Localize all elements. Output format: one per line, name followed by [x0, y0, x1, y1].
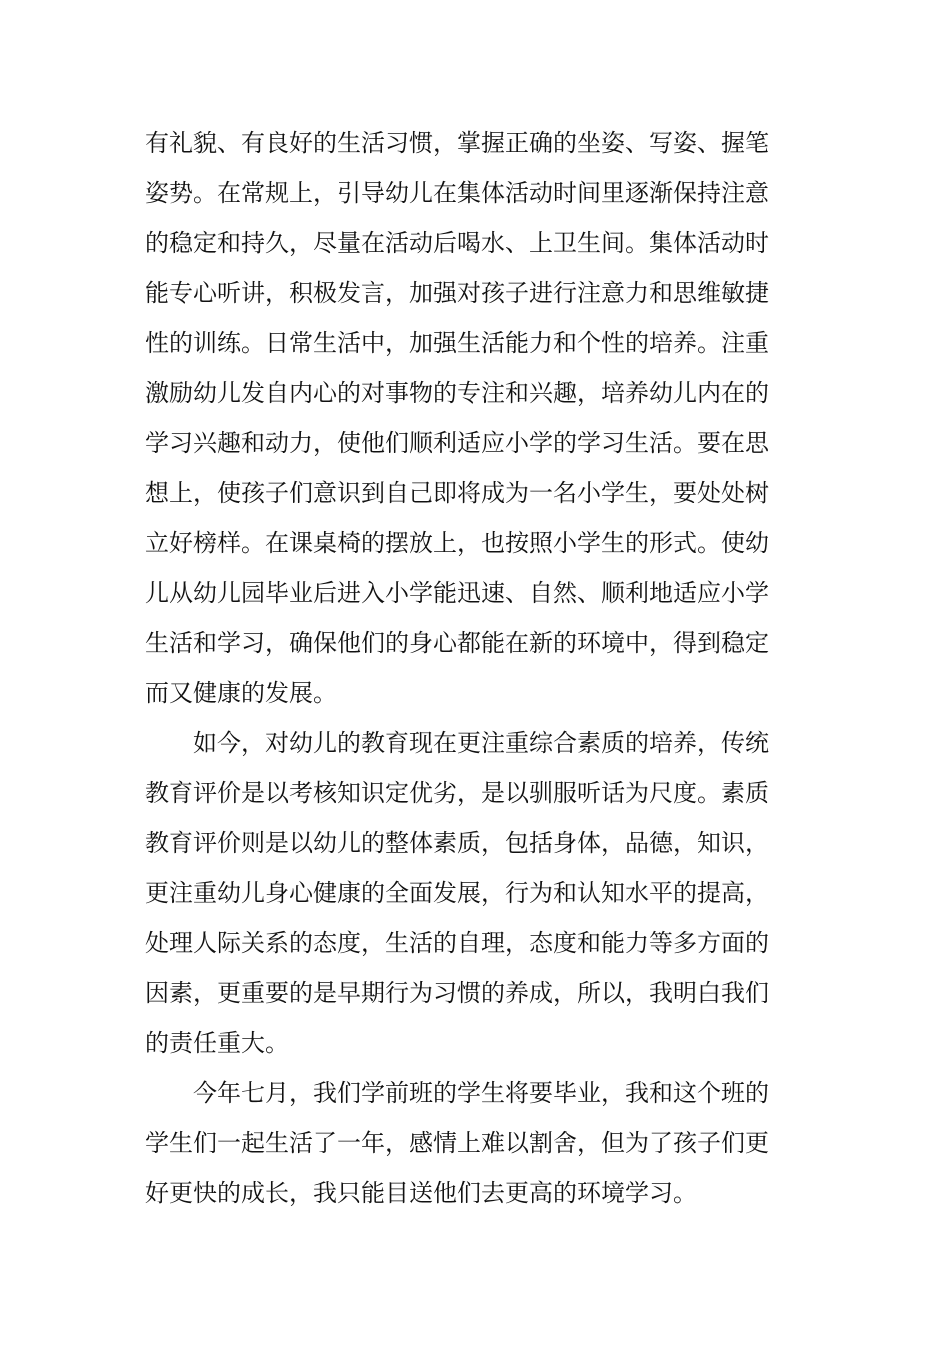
text-line: 更注重幼儿身心健康的全面发展，行为和认知水平的提高， [145, 879, 769, 907]
text-line: 的责任重大。 [145, 1029, 289, 1057]
text-line: 性的训练。日常生活中，加强生活能力和个性的培养。注重 [145, 329, 769, 357]
text-line: 生活和学习，确保他们的身心都能在新的环境中，得到稳定 [145, 629, 769, 657]
text-line: 因素，更重要的是早期行为习惯的养成，所以，我明白我们 [145, 979, 769, 1007]
text-line: 学生们一起生活了一年，感情上难以割舍，但为了孩子们更 [145, 1129, 769, 1157]
text-line: 的稳定和持久，尽量在活动后喝水、上卫生间。集体活动时 [145, 229, 769, 257]
text-line: 好更快的成长，我只能目送他们去更高的环境学习。 [145, 1179, 697, 1207]
text-line: 教育评价则是以幼儿的整体素质，包括身体，品德，知识， [145, 829, 769, 857]
text-line: 激励幼儿发自内心的对事物的专注和兴趣，培养幼儿内在的 [145, 379, 769, 407]
text-line: 想上，使孩子们意识到自己即将成为一名小学生，要处处树 [145, 479, 769, 507]
text-line: 姿势。在常规上，引导幼儿在集体活动时间里逐渐保持注意 [145, 179, 769, 207]
paragraph-first-line: 今年七月，我们学前班的学生将要毕业，我和这个班的 [193, 1079, 769, 1107]
text-line: 儿从幼儿园毕业后进入小学能迅速、自然、顺利地适应小学 [145, 579, 769, 607]
text-line: 立好榜样。在课桌椅的摆放上，也按照小学生的形式。使幼 [145, 529, 769, 557]
document-body [145, 118, 769, 1218]
text-line: 教育评价是以考核知识定优劣，是以驯服听话为尺度。素质 [145, 779, 769, 807]
paragraph-first-line: 如今，对幼儿的教育现在更注重综合素质的培养，传统 [193, 729, 769, 757]
text-line: 有礼貌、有良好的生活习惯，掌握正确的坐姿、写姿、握笔 [145, 129, 769, 157]
text-line: 而又健康的发展。 [145, 679, 337, 707]
text-line: 能专心听讲，积极发言，加强对孩子进行注意力和思维敏捷 [145, 279, 769, 307]
text-line: 学习兴趣和动力，使他们顺利适应小学的学习生活。要在思 [145, 429, 769, 457]
text-line: 处理人际关系的态度，生活的自理，态度和能力等多方面的 [145, 929, 769, 957]
